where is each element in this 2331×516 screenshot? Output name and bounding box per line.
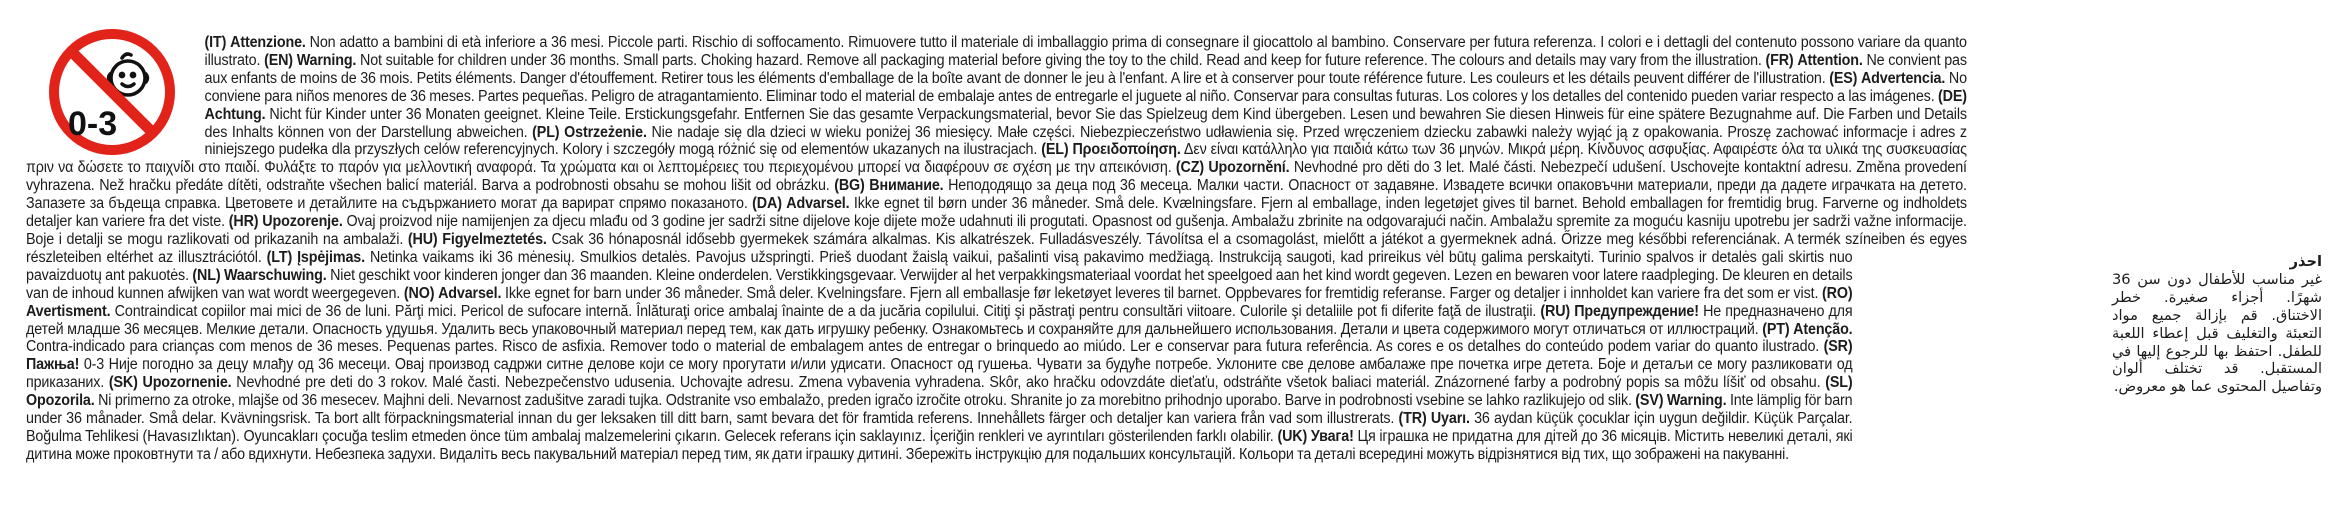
lang-code-sr: (SR) <box>1823 338 1853 356</box>
warning-text-de: Nicht für Kinder unter 36 Monaten geeignet. Kleine Teile. Erstickungsgefahr. Entfernen Sie das gesamte Verpackungsmaterial, bevor Sie das Spielzeug dem Kind übergeben. Lesen und bewahren Sie diesen Hinweis für eine spätere Bezugnahme auf. Die Farben und Details des Inhalts können von der Darstellung abweichen. <box>204 105 1967 141</box>
lang-code-it: (IT) <box>204 34 227 51</box>
warning-text-sr: 0-3 Није погодно за децу млађу од 36 месеци. Овај производ садржи ситне делове који се могу прогутати и/или удисати. Опасност од гушења. Чувати за будуће потребе. Уклоните све делове амбалаже пре почетка игре детета. Боје и детаљи се могу разликовати од приказаних. <box>26 356 1853 392</box>
warning-title-tr: Uyarı. <box>1430 410 1470 428</box>
lang-code-sk: (SK) <box>108 374 138 392</box>
lang-code-no: (NO) <box>403 284 435 302</box>
warning-title-el: Προειδοποίηση. <box>1072 141 1181 159</box>
lang-code-hr: (HR) <box>228 213 259 231</box>
warning-title-uk: Увага! <box>1310 427 1354 445</box>
warning-title-lt: Įspėjimas. <box>297 248 365 266</box>
warning-title-it: Attenzione. <box>230 34 306 51</box>
warning-text-it: Non adatto a bambini di età inferiore a 36 mesi. Piccole parti. Rischio di soffocamento. Rimuovere tutto il materiale di imballaggio prima di consegnare il giocattolo al bambino. Conservare per futura referenza. I colori e i dettagli del contenuto possono variare da quanto illustrato. <box>204 34 1967 69</box>
warning-text-hu: Csak 36 hónaposnál idősebb gyermekek számára alkalmas. Kis alkatrészek. Fulladásveszély. Távolítsa el a csomagolást, mielőtt a játékot a gyermeknek adná. Őrizze meg későbbi referenciának. A termék színeiben és egyes részleteiben eltérhet az illusztrációtól. <box>26 230 1967 266</box>
arabic-spacer <box>1853 252 1968 516</box>
warning-title-de: Achtung. <box>204 105 266 123</box>
warning-text-sk: Nevhodné pre deti do 3 rokov. Malé časti. Nebezpečenstvo udusenia. Uchovajte adresu. Zmena vybavenia vyhradena. Skôr, ako hračku odovzdáte dieťaťu, odstráňte všetok baliaci materiál. Znázornené farby a podrobný popis sa môžu líšiť od obsahu. <box>236 374 1821 392</box>
warning-body-ar: غير مناسب للأطفال دون سن 36 شهرًا. أجزاء صغيرة. خطر الاختناق. قم بإزالة جميع مواد التعبئة والتغليف قبل إعطاء اللعبة للطفل. احتفظ بها للرجوع إليها في المستقبل. قد تختلف ألوان وتفاصيل المحتوى عما هو معروض. <box>2112 270 2322 396</box>
warning-text-no: Ikke egnet for barn under 36 måneder. Små deler. Kvelningsfare. Fjern all emballasje før leketøyet leveres til barnet. Oppbevares for fremtidig referanse. Farger og detaljer i innholdet kan variere fra det som er vist. <box>505 284 1819 302</box>
arabic-spacer-top <box>1967 34 1968 252</box>
warning-title-ar: احذر <box>2289 253 2322 270</box>
lang-code-lt: (LT) <box>266 248 293 266</box>
warning-title-es: Advertencia. <box>1860 69 1946 87</box>
lang-code-cz: (CZ) <box>1175 159 1204 177</box>
warning-text-bg: Непододящо за деца под 36 месеца. Малки части. Опасност от задавяне. Извадете всички опаковъчни материали, преди да дадете играчката на детето. Запазете за бъдеща справка. Цветовете и детайлите на съдържанието могат да варират спрямо показаното. <box>26 177 1967 213</box>
lang-code-pt: (PT) <box>1762 320 1790 338</box>
warning-title-ru: Предупреждение! <box>1574 302 1699 320</box>
lang-code-el: (EL) <box>1041 141 1069 159</box>
warning-title-no: Advarsel. <box>438 284 502 302</box>
warning-text-en: Not suitable for children under 36 months. Small parts. Choking hazard. Remove all packaging material before giving the toy to the child. Read and keep for future reference. The colours and details may vary from the illustration. <box>360 51 1762 69</box>
warning-text-sl: Ni primerno za otroke, mlajše od 36 mesecev. Majhni deli. Nevarnost zadušitve zaradi tujka. Odstranite vso embalažo, preden igračo izročite otroku. Shranite jo za morebitno prihodnjo uporabo. Barve in podrobnosti vsebine se lahko razlikujejo od slik. <box>98 392 1632 410</box>
warning-text-cz: Nevhodné pro děti do 3 let. Malé části. Nebezpečí udušení. Uschovejte kontaktní adresu. Změna provedení vyhrazena. Než hračku předáte dítěti, odstraňte všechen balicí materiál. Barva a podrobnosti obsahu se mohou lišit od obrázku. <box>26 159 1967 195</box>
warning-text-ar <box>2112 253 2322 396</box>
lang-code-es: (ES) <box>1829 69 1858 87</box>
warning-title-nl: Waarschuwing. <box>223 266 327 284</box>
warning-text-tr: 36 aydan küçük çocuklar için uygun değildir. Küçük Parçalar. Boğulma Tehlikesi (Havasızlıktan). Oyuncakları çocuğa teslim etmeden önce tüm ambalaj malzemelerini çıkarın. Gelecek referans için saklayınız. İçeriğin renkleri ve ayrıntıları gösterilenden farklı olabilir. <box>26 410 1853 445</box>
lang-code-tr: (TR) <box>1398 410 1427 428</box>
warning-text-ro: Contraindicat copiilor mai mici de 36 de luni. Părţi mici. Pericol de sufocare internă. Înlăturaţi orice ambalaj înainte de a da jucăria copilului. Citiţi şi păstraţi pentru consultări viitoare. Culorile şi detaliile pot fi diferite faţă de ilustraţii. <box>114 302 1537 320</box>
lang-code-uk: (UK) <box>1277 427 1308 445</box>
warning-title-ro: Avertisment. <box>26 302 111 320</box>
warning-title-hr: Upozorenje. <box>262 213 343 231</box>
warning-text-pl: Nie nadaje się dla dzieci w wieku poniżej 36 miesięcy. Małe części. Niebezpieczeństwo udławienia się. Przed wręczeniem dziecku zabawki należy wyjąć ją z opakowania. Proszę zachować informacje i adres z niniejszego pudełka dla przyszłych celów referencyjnych. Kolory i szczegóły mogą różnić się od elementów ukazanych na ilustracjach. <box>204 123 1967 159</box>
warning-text-fr: Ne convient pas aux enfants de moins de 36 mois. Petits éléments. Danger d'étouffement. Retirer tous les éléments d'emballage de la boîte avant de donner le jeu à l'enfant. A lire et à conserver pour toute référence future. Les couleurs et les détails peuvent différer de l'illustration. <box>204 51 1967 87</box>
lang-code-bg: (BG) <box>834 177 865 195</box>
warning-title-en: Warning. <box>296 51 357 69</box>
warning-title-pt: Atenção. <box>1793 320 1853 338</box>
lang-code-hu: (HU) <box>407 230 438 248</box>
lang-code-ro: (RO) <box>1822 284 1853 302</box>
warning-title-sr: Пажња! <box>26 356 80 374</box>
warning-title-sl: Opozorila. <box>26 392 95 410</box>
warning-text-lt: Netinka vaikams iki 36 mėnesių. Smulkios detalės. Pavojus užspringti. Prieš duodant žaislą vaikui, pašalinti visą pakavimo medžiagą. Instrukciją saugoti, kad prireikus vėl būtų galima perskaityti. Turinio spalvos ir detalės gali skirtis nuo pavaizduotų ant pakuotės. <box>26 248 1853 284</box>
lang-code-de: (DE) <box>1938 87 1967 105</box>
warning-title-bg: Внимание. <box>869 177 944 195</box>
lang-code-nl: (NL) <box>192 266 221 284</box>
warning-title-hu: Figyelmeztetés. <box>442 230 547 248</box>
warning-text-el: Δεν είναι κατάλληλο για παιδιά κάτω των 36 μηνών. Μικρά μέρη. Κίνδυνος ασφυξίας. Αφαιρέστε όλα τα υλικά της συσκευασίας πριν να δώσετε το παιχνίδι στο παιδί. Φυλάξτε το παρόν για μελλοντική αναφορά. Τα χρώματα και οι λεπτομέρειες του περιεχομένου μπορεί να διαφέρουν σε σχέση με την απεικόνιση. <box>26 141 1967 177</box>
warning-text-ru: Не предназначено для детей младше 36 месяцев. Мелкие детали. Опасность удушья. Удалить весь упаковочный материал перед тем, как дать игрушку ребенку. Ознакомьтесь и сохраняйте для дальнейшего использования. Детали и цвета содержимого могут отличаться от иллюстраций. <box>26 302 1853 338</box>
lang-code-sv: (SV) <box>1635 392 1664 410</box>
symbol-spacer <box>26 34 205 159</box>
warning-text-es: No conviene para niños menores de 36 meses. Partes pequeñas. Peligro de atragantamiento. Eliminar todo el material de embalaje antes de entregarle el juguete al niño. Conservar para consultas futuras. Los colores y los detalles del contenido pueden variar respecto a las imágenes. <box>204 69 1967 105</box>
warning-title-sk: Upozornenie. <box>142 374 232 392</box>
warning-title-fr: Attention. <box>1797 51 1863 69</box>
lang-code-pl: (PL) <box>532 123 560 141</box>
warning-text-uk: Ця іграшка не придатна для дітей до 36 місяців. Містить невеликі деталі, які дитина може проковтнути та / або вдихнути. Небезпека задухи. Видаліть весь пакувальний матеріал перед тим, як дати іграшку дитині. Збережіть інструкцію для подальших консультацій. Кольори та деталі всередині можуть відрізнятися від тих, що зображені на пакуванні. <box>26 427 1853 463</box>
age-label: 0-3 <box>68 105 118 143</box>
lang-code-ru: (RU) <box>1540 302 1571 320</box>
multilingual-warning-text <box>26 34 1968 516</box>
warning-text-pt: Contra-indicado para crianças com menos de 36 meses. Pequenas partes. Risco de asfixia. Remover todo o material de embalagem antes de entregar o brinquedo ao miúdo. Ler e conservar para futura referência. As cores e os detalhes do conteúdo podem variar do quanto ilustrado. <box>26 338 1820 356</box>
warning-text-hr: Ovaj proizvod nije namijenjen za djecu mlađu od 3 godine jer sadrži sitne dijelove koje dijete može udahnuti ili progutati. Opasnost od gušenja. Ambalažu zbrinite na odgovarajući način. Ambalažu spremite za moguću kasniju upotrebu jer sadrži važne informacije. Boje i detalji se mogu razlikovati od prikazanih na ambalaži. <box>26 213 1967 248</box>
lang-code-en: (EN) <box>264 51 293 69</box>
warning-text-da: Ikke egnet til børn under 36 måneder. Små dele. Kvælningsfare. Fjern al emballage, inden legetøjet gives til barnet. Behold emballagen for fremtidig brug. Farverne og indholdets detaljer kan variere fra det viste. <box>26 195 1967 231</box>
warning-text-nl: Niet geschikt voor kinderen jonger dan 36 maanden. Kleine onderdelen. Verstikkingsgevaar. Verwijder al het verpakkingsmateriaal voordat het speelgoed aan het kind wordt gegeven. Lezen en bewaren voor latere raadpleging. De kleuren en details van de inhoud kunnen afwijken van wat wordt weergegeven. <box>26 266 1853 302</box>
warning-text-sv: Inte lämplig för barn under 36 månader. Små delar. Kvävningsrisk. Ta bort allt förpackningsmaterial innan du ger leksaken till ditt barn, samt bevara det för framtida referens. Innehållets färger och detaljer kan variera från vad som illustrerats. <box>26 392 1853 428</box>
lang-code-da: (DA) <box>752 195 782 213</box>
warning-title-pl: Ostrzeżenie. <box>564 123 647 141</box>
lang-code-sl: (SL) <box>1825 374 1853 392</box>
warning-title-da: Advarsel. <box>786 195 850 213</box>
warning-title-cz: Upozornění. <box>1208 159 1290 177</box>
lang-code-fr: (FR) <box>1765 51 1794 69</box>
warning-title-sv: Warning. <box>1666 392 1727 410</box>
